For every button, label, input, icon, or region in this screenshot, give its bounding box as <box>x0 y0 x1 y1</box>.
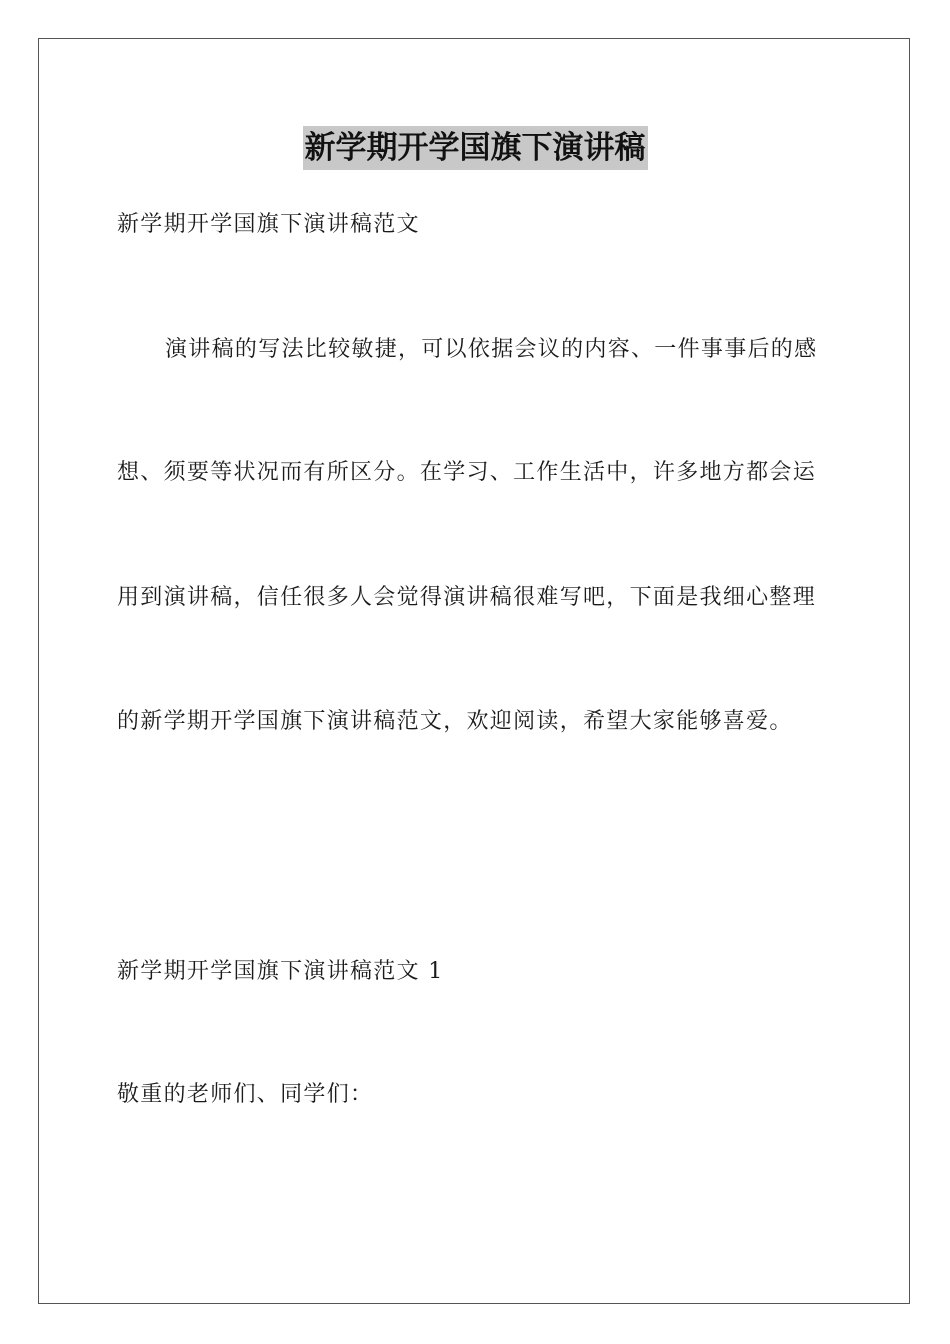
intro-line-2: 想、须要等状况而有所区分。在学习、工作生活中，许多地方都会运 <box>117 460 817 485</box>
greeting: 敬重的老师们、同学们： <box>117 1082 374 1107</box>
section-heading: 新学期开学国旗下演讲稿范文 1 <box>117 959 444 984</box>
intro-line-4: 的新学期开学国旗下演讲稿范文，欢迎阅读，希望大家能够喜爱。 <box>117 709 793 734</box>
title-container <box>0 126 950 170</box>
intro-line-3: 用到演讲稿，信任很多人会觉得演讲稿很难写吧，下面是我细心整理 <box>117 585 817 610</box>
document-title: 新学期开学国旗下演讲稿 <box>303 126 648 170</box>
intro-line-1: 演讲稿的写法比较敏捷，可以依据会议的内容、一件事事后的感 <box>165 337 818 362</box>
document-subtitle: 新学期开学国旗下演讲稿范文 <box>117 212 420 237</box>
